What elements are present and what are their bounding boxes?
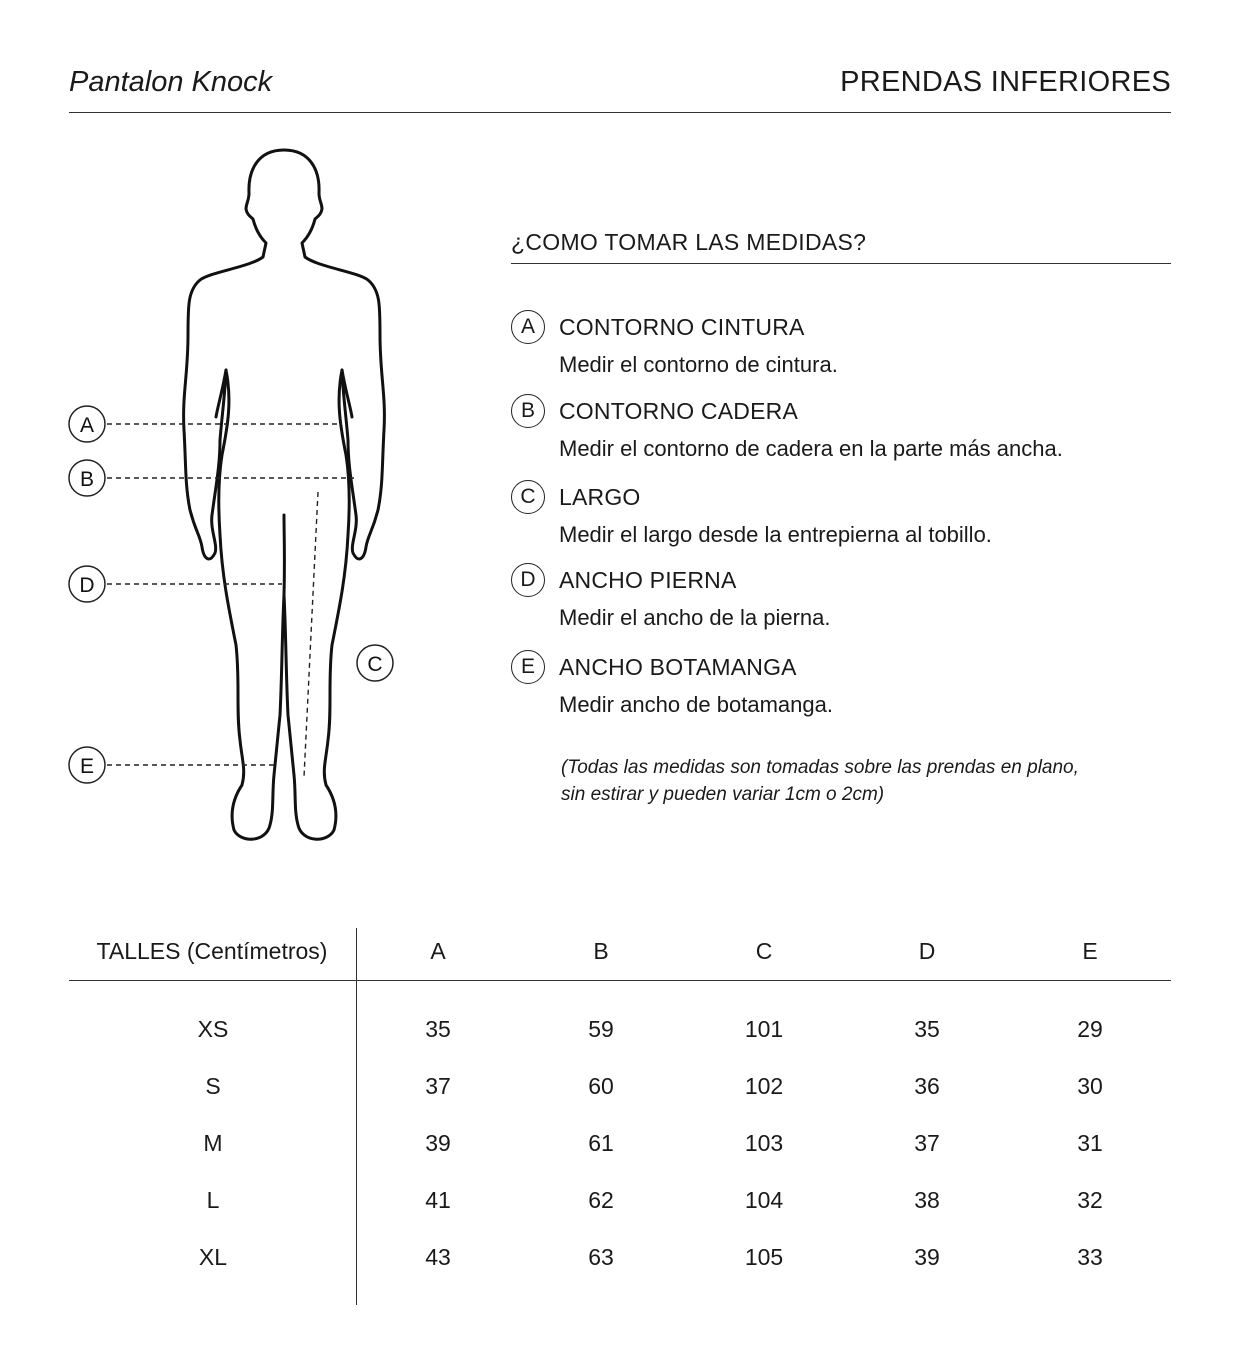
- head-outline-right: [284, 150, 380, 335]
- table-header-e: E: [1082, 938, 1098, 964]
- product-name: Pantalon Knock: [69, 66, 273, 98]
- measurement-note: [561, 754, 1079, 808]
- value-cell-a: 35: [425, 1016, 451, 1042]
- step-title: LARGO: [559, 484, 641, 510]
- value-cell-c: 103: [744, 1130, 784, 1156]
- value-cell-b: 62: [588, 1187, 614, 1213]
- note-line-1: (Todas las medidas son tomadas sobre las prendas en plano,: [561, 757, 1079, 778]
- step-title: CONTORNO CINTURA: [559, 314, 805, 340]
- value-cell-e: 32: [1077, 1187, 1103, 1213]
- step-badge: C: [511, 480, 545, 514]
- size-cell: L: [206, 1187, 220, 1213]
- value-cell-b: 63: [588, 1244, 614, 1270]
- value-cell-d: 37: [914, 1130, 940, 1156]
- value-cell-e: 31: [1077, 1130, 1103, 1156]
- table-header-b: B: [593, 938, 609, 964]
- marker-c-label: C: [367, 653, 383, 676]
- marker-e-label: E: [79, 755, 95, 778]
- step-badge: A: [511, 310, 545, 344]
- value-cell-d: 35: [914, 1016, 940, 1042]
- size-cell: M: [203, 1130, 223, 1156]
- table-header-size: TALLES (Centímetros): [96, 938, 328, 964]
- step-description: Medir ancho de botamanga.: [559, 692, 833, 717]
- right-torso-leg: [284, 370, 349, 839]
- size-cell: XL: [198, 1244, 228, 1270]
- value-cell-b: 60: [588, 1073, 614, 1099]
- step-description: Medir el ancho de la pierna.: [559, 605, 831, 630]
- table-vertical-divider: [356, 928, 357, 1305]
- size-cell: S: [205, 1073, 221, 1099]
- table-header-a: A: [430, 938, 446, 964]
- table-header-c: C: [755, 938, 773, 964]
- step-title: ANCHO BOTAMANGA: [559, 654, 797, 680]
- note-line-2: sin estirar y pueden variar 1cm o 2cm): [561, 784, 885, 805]
- table-header-d: D: [918, 938, 936, 964]
- step-description: Medir el largo desde la entrepierna al tobillo.: [559, 522, 992, 547]
- measure-line-c: [304, 492, 318, 777]
- category-title: PRENDAS INFERIORES: [840, 66, 1171, 98]
- value-cell-c: 101: [744, 1016, 784, 1042]
- step-badge: B: [511, 394, 545, 428]
- left-torso-leg: [219, 370, 285, 839]
- value-cell-d: 36: [914, 1073, 940, 1099]
- marker-b-label: B: [79, 468, 95, 491]
- table-header-divider: [69, 980, 1171, 981]
- value-cell-c: 105: [744, 1244, 784, 1270]
- marker-a-label: A: [79, 414, 95, 437]
- value-cell-b: 61: [588, 1130, 614, 1156]
- step-title: CONTORNO CADERA: [559, 398, 798, 424]
- step-description: Medir el contorno de cintura.: [559, 352, 838, 377]
- step-title: ANCHO PIERNA: [559, 567, 737, 593]
- size-cell: XS: [197, 1016, 229, 1042]
- value-cell-d: 39: [914, 1244, 940, 1270]
- value-cell-d: 38: [914, 1187, 940, 1213]
- howto-divider: [511, 263, 1171, 264]
- value-cell-c: 102: [744, 1073, 784, 1099]
- value-cell-e: 33: [1077, 1244, 1103, 1270]
- step-description: Medir el contorno de cadera en la parte más ancha.: [559, 436, 1063, 461]
- marker-d-label: D: [79, 574, 95, 597]
- value-cell-a: 37: [425, 1073, 451, 1099]
- head-outline: [188, 150, 284, 335]
- value-cell-e: 29: [1077, 1016, 1103, 1042]
- step-badge: E: [511, 650, 545, 684]
- value-cell-e: 30: [1077, 1073, 1103, 1099]
- value-cell-a: 41: [425, 1187, 451, 1213]
- header-divider: [69, 112, 1171, 113]
- value-cell-a: 39: [425, 1130, 451, 1156]
- value-cell-c: 104: [744, 1187, 784, 1213]
- body-measurement-diagram: [50, 135, 470, 865]
- step-badge: D: [511, 563, 545, 597]
- howto-title: ¿COMO TOMAR LAS MEDIDAS?: [511, 229, 867, 255]
- value-cell-b: 59: [588, 1016, 614, 1042]
- value-cell-a: 43: [425, 1244, 451, 1270]
